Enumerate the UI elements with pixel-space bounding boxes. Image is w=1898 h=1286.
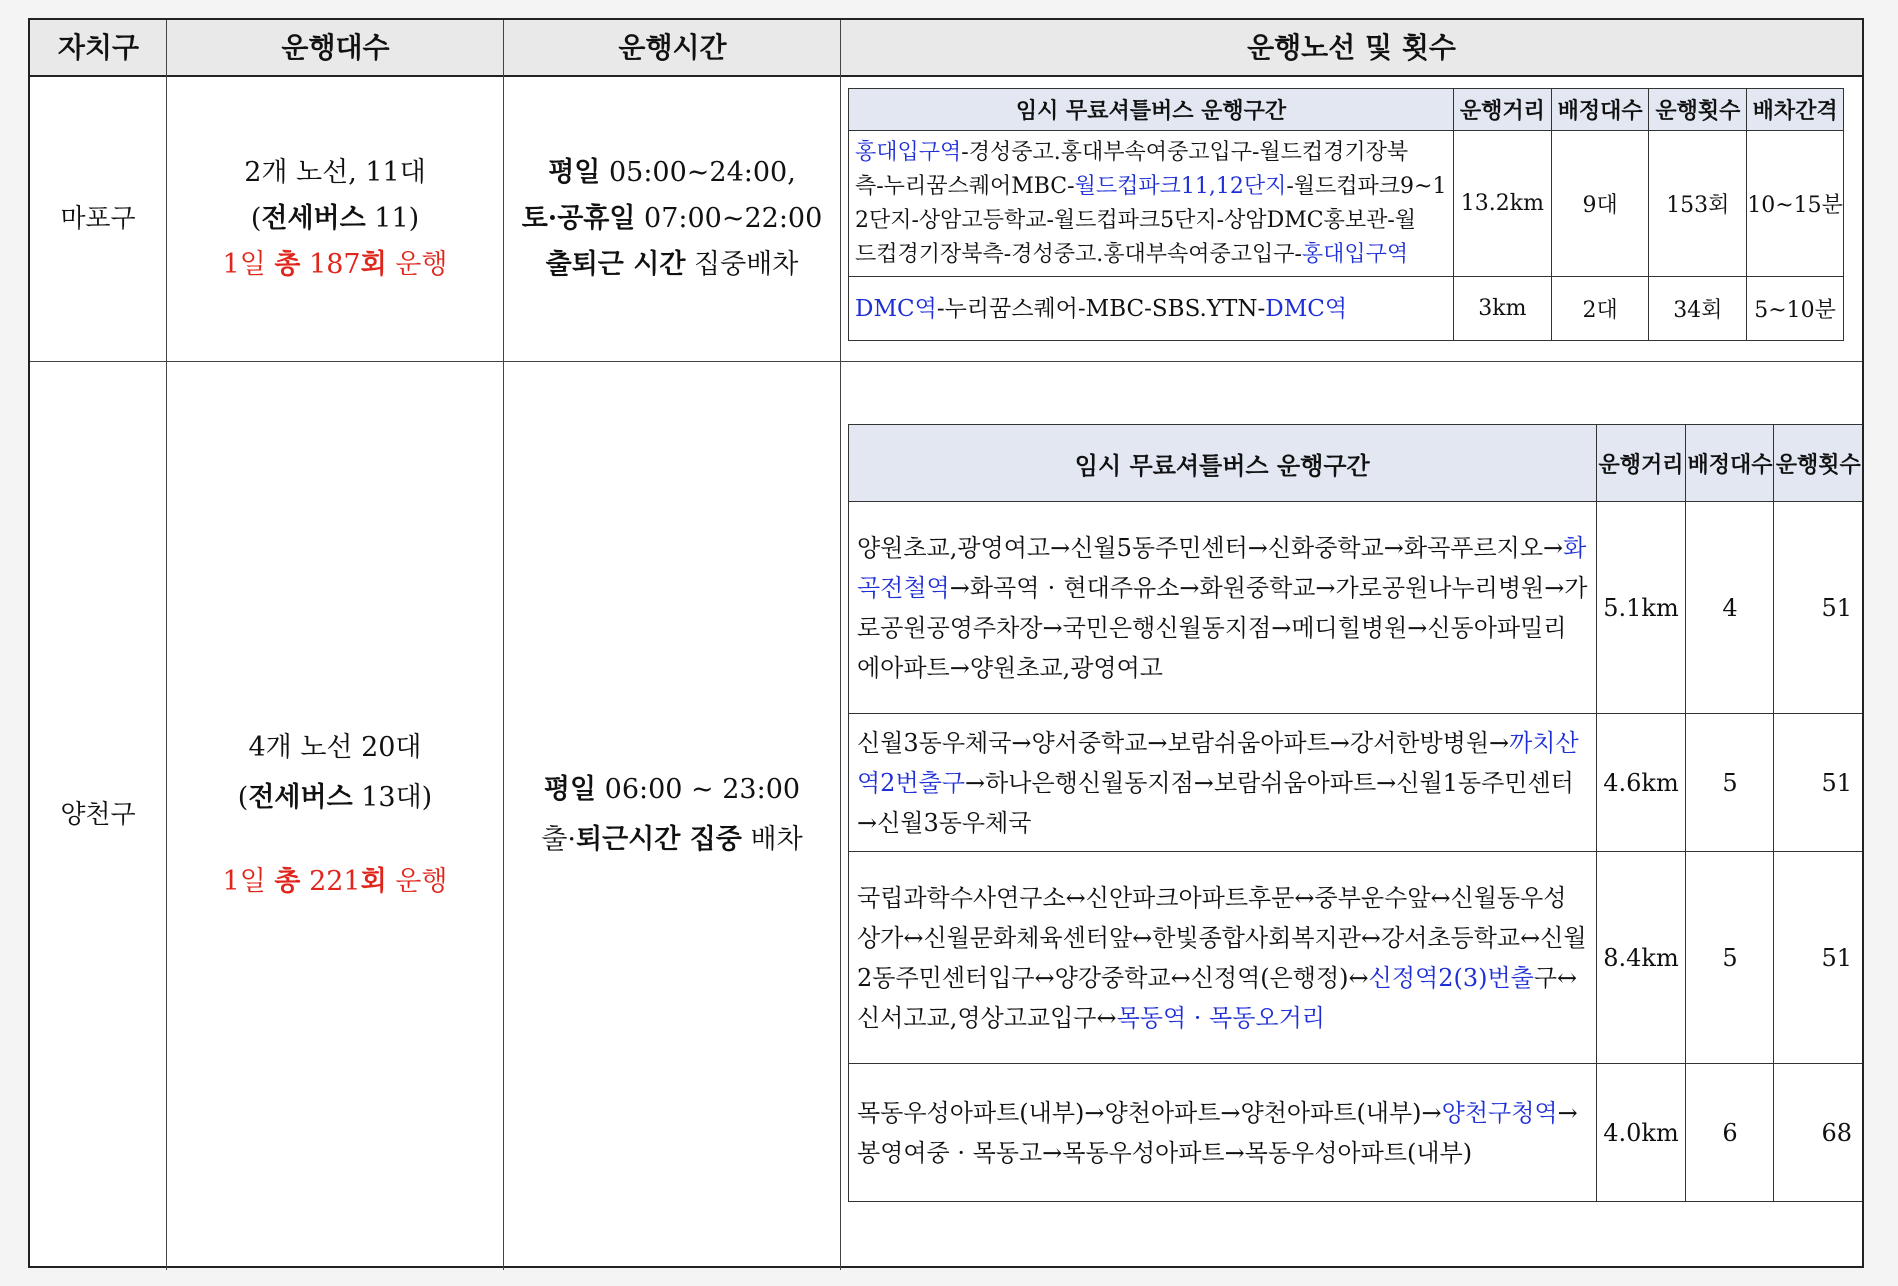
yangcheon-buses-cell [167, 362, 503, 1268]
header-hours: 운행시간 [618, 31, 727, 64]
header-buses: 운행대수 [281, 31, 390, 64]
yangcheon-runs-4: 68 [1774, 1064, 1862, 1202]
yangcheon-runs-2: 51 [1774, 714, 1862, 852]
shuttle-bus-table [28, 18, 1864, 1268]
yangcheon-runs-1: 51 [1774, 502, 1862, 714]
yangcheon-route-3: 국립과학수사연구소↔신안파크아파트후문↔중부운수앞↔신월동우성상가↔신월문화체육센터앞↔한빛종합사회복지관↔강서초등학교↔신월2동주민센터입구↔양강중학교↔신정역(은행정)↔신정역2(3)번출구↔신서고교,영상고교입구↔목동역 · 목동오거리 [849, 852, 1597, 1064]
yangcheon-route-4: 목동우성아파트(내부)→양천아파트→양천아파트(내부)→양천구청역→봉영여중 · 목동고→목동우성아파트→목동우성아파트(내부) [849, 1064, 1597, 1202]
table-row [849, 852, 1863, 1064]
mapo-hours-line3: 출퇴근 시간 집중배차 [545, 249, 799, 280]
mapo-hours-cell [504, 77, 840, 361]
yangcheon-route-table [848, 424, 1862, 1202]
yangcheon-vehicles-4: 6 [1686, 1064, 1774, 1202]
yangcheon-runs-3: 51 [1774, 852, 1862, 1064]
mapo-district: 마포구 [60, 204, 136, 234]
table-row [849, 277, 1844, 341]
col-divider [840, 20, 841, 1270]
mapo-interval-1: 10~15분 [1747, 131, 1844, 277]
yangcheon-th-route: 임시 무료셔틀버스 운행구간 [849, 425, 1597, 502]
yangcheon-hours-line2: 출·퇴근시간 집중 배차 [541, 824, 803, 855]
mapo-distance-2: 3km [1453, 277, 1551, 341]
yangcheon-th-vehicles: 배정대수 [1686, 425, 1774, 502]
mapo-th-route: 임시 무료셔틀버스 운행구간 [849, 89, 1454, 131]
yangcheon-hours-line1: 평일 06:00 ~ 23:00 [543, 774, 801, 805]
mapo-vehicles-2: 2대 [1551, 277, 1649, 341]
mapo-runs-1: 153회 [1649, 131, 1747, 277]
mapo-distance-1: 13.2km [1453, 131, 1551, 277]
yangcheon-district: 양천구 [60, 800, 136, 830]
mapo-th-interval: 배차간격 [1747, 89, 1844, 131]
yangcheon-buses-line2: (전세버스 13대) [237, 782, 433, 813]
yangcheon-th-distance: 운행거리 [1596, 425, 1686, 502]
yangcheon-vehicles-1: 4 [1686, 502, 1774, 714]
mapo-runs-2: 34회 [1649, 277, 1747, 341]
yangcheon-distance-2: 4.6km [1596, 714, 1686, 852]
yangcheon-buses-line3: 1일 총 221회 운행 [222, 866, 448, 897]
mapo-route-1: 홍대입구역-경성중고.홍대부속여중고입구-월드컵경기장북 측-누리꿈스퀘어MBC-월드컵파크11,12단지-월드컵파크9~1 2단지-상암고등학교-월드컵파크5단지-상암DMC홍보관-월 드컵경기장북측-경성중고.홍대부속여중고입구-홍대입구역 [849, 131, 1454, 277]
mapo-th-runs: 운행횟수 [1649, 89, 1747, 131]
yangcheon-distance-4: 4.0km [1596, 1064, 1686, 1202]
mapo-th-distance: 운행거리 [1453, 89, 1551, 131]
yangcheon-th-runs: 운행횟수 [1774, 425, 1862, 502]
header-district: 자치구 [57, 31, 140, 64]
yangcheon-distance-3: 8.4km [1596, 852, 1686, 1064]
mapo-buses-cell [167, 77, 503, 361]
table-row [849, 502, 1863, 714]
table-row [849, 1064, 1863, 1202]
mapo-buses-line1: 2개 노선, 11대 [244, 157, 426, 188]
yangcheon-hours-cell [504, 362, 840, 1268]
yangcheon-distance-1: 5.1km [1596, 502, 1686, 714]
mapo-vehicles-1: 9대 [1551, 131, 1649, 277]
yangcheon-route-2: 신월3동우체국→양서중학교→보람쉬움아파트→강서한방병원→까치산역2번출구→하나은행신월동지점→보람쉬움아파트→신월1동주민센터→신월3동우체국 [849, 714, 1597, 852]
mapo-district-cell [30, 77, 166, 361]
mapo-th-vehicles: 배정대수 [1551, 89, 1649, 131]
yangcheon-vehicles-2: 5 [1686, 714, 1774, 852]
yangcheon-district-cell [30, 362, 166, 1268]
mapo-route-header-row [849, 89, 1844, 131]
yangcheon-buses-line1: 4개 노선 20대 [248, 732, 422, 763]
mapo-buses-line3: 1일 총 187회 운행 [222, 249, 448, 280]
mapo-buses-line2: (전세버스 11) [250, 203, 420, 234]
table-row [849, 131, 1844, 277]
mapo-hours-line1: 평일 05:00~24:00, [548, 157, 796, 188]
table-row [849, 714, 1863, 852]
yangcheon-vehicles-3: 5 [1686, 852, 1774, 1064]
mapo-route-2: DMC역-누리꿈스퀘어-MBC-SBS.YTN-DMC역 [849, 277, 1454, 341]
mapo-interval-2: 5~10분 [1747, 277, 1844, 341]
yangcheon-route-1: 양원초교,광영여고→신월5동주민센터→신화중학교→화곡푸르지오→화곡전철역→화곡역 · 현대주유소→화원중학교→가로공원나누리병원→가로공원공영주차장→국민은행신월동지점→메디힐병원→신동아파밀리에아파트→양원초교,광영여고 [849, 502, 1597, 714]
yangcheon-route-header-row [849, 425, 1863, 502]
mapo-hours-line2: 토·공휴일 07:00~22:00 [521, 203, 823, 234]
mapo-route-table [848, 88, 1844, 341]
header-routes: 운행노선 및 횟수 [1247, 31, 1456, 64]
